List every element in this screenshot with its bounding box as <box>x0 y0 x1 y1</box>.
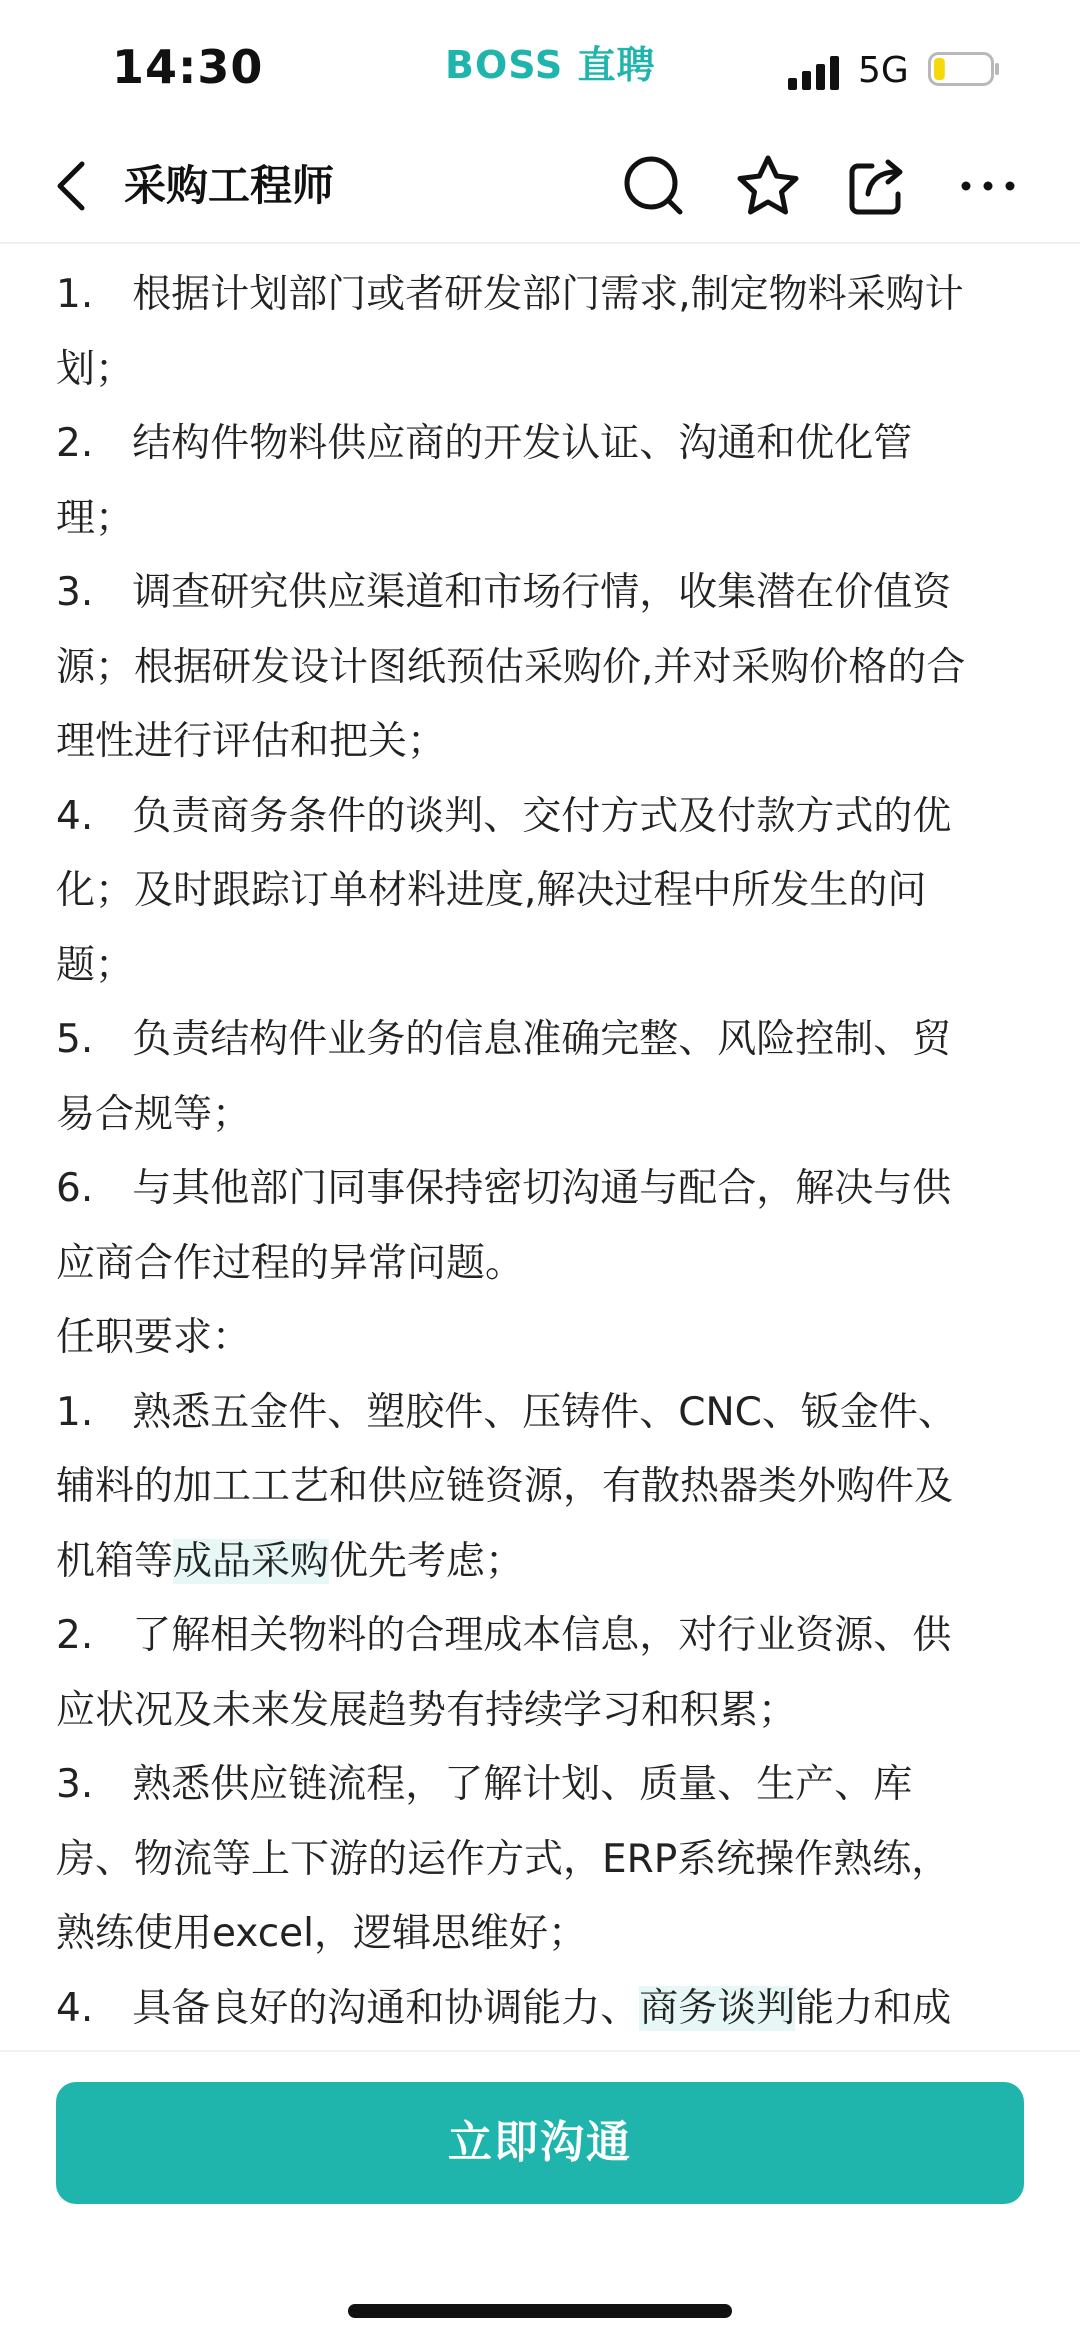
description-text: 易合规等； <box>56 1091 252 1137</box>
share-icon[interactable] <box>842 150 914 222</box>
status-time: 14:30 <box>112 40 264 94</box>
description-text: 应商合作过程的异常问题。 <box>56 1240 525 1286</box>
description-line <box>56 1003 1024 1078</box>
description-text: 题； <box>56 942 135 988</box>
description-text: 优先考虑； <box>329 1538 525 1584</box>
description-text: 1. 熟悉五金件、塑胶件、压铸件、CNC、钣金件、 <box>56 1389 957 1435</box>
description-text: 划； <box>56 346 135 392</box>
keyword-highlight: 成品采购 <box>173 1538 330 1584</box>
description-text: 能力和成 <box>795 1985 952 2031</box>
keyword-highlight: 商务谈判 <box>639 1985 796 2031</box>
description-text: 理； <box>56 495 135 541</box>
search-icon[interactable] <box>618 150 690 222</box>
job-description <box>56 258 1024 2048</box>
description-line <box>56 1972 1024 2047</box>
description-text: 化；及时跟踪订单材料进度,解决过程中所发生的问 <box>56 868 927 913</box>
description-text: 3. 调查研究供应渠道和市场行情，收集潜在价值资 <box>56 570 952 615</box>
description-line <box>56 1152 1024 1227</box>
description-text: 2. 了解相关物料的合理成本信息，对行业资源、供 <box>56 1613 952 1658</box>
description-text: 3. 熟悉供应链流程，了解计划、质量、生产、库 <box>56 1762 913 1807</box>
description-line <box>56 1078 1024 1153</box>
description-line <box>56 854 1024 929</box>
more-icon[interactable] <box>952 150 1024 222</box>
description-text: 房、物流等上下游的运作方式，ERP系统操作熟练， <box>56 1836 951 1882</box>
status-bar <box>0 0 1080 130</box>
description-text: 5. 负责结构件业务的信息准确完整、风险控制、贸 <box>56 1017 952 1062</box>
description-text: 源；根据研发设计图纸预估采购价,并对采购价格的合 <box>56 644 966 690</box>
battery-icon <box>928 52 1000 86</box>
description-line <box>56 1450 1024 1525</box>
network-type: 5G <box>858 50 909 91</box>
description-line <box>56 1674 1024 1749</box>
description-line <box>56 333 1024 408</box>
description-line <box>56 407 1024 482</box>
description-line <box>56 631 1024 706</box>
description-line <box>56 1823 1024 1898</box>
description-text: 辅料的加工工艺和供应链资源，有散热器类外购件及 <box>56 1464 954 1509</box>
page-title: 采购工程师 <box>124 161 335 210</box>
description-text: 任职要求： <box>56 1315 252 1360</box>
description-text: 6. 与其他部门同事保持密切沟通与配合，解决与供 <box>56 1166 952 1211</box>
bottom-bar <box>0 2050 1080 2339</box>
description-text: 4. 负责商务条件的谈判、交付方式及付款方式的优 <box>56 793 952 839</box>
description-line <box>56 1376 1024 1451</box>
description-line <box>56 1897 1024 1972</box>
description-text: 理性进行评估和把关； <box>56 719 447 764</box>
back-icon[interactable] <box>48 154 96 218</box>
description-line <box>56 1748 1024 1823</box>
description-line <box>56 1599 1024 1674</box>
star-icon[interactable] <box>732 150 804 222</box>
description-text: 4. 具备良好的沟通和协调能力、 <box>56 1985 640 2031</box>
description-line <box>56 482 1024 557</box>
description-line <box>56 929 1024 1004</box>
description-line <box>56 1301 1024 1376</box>
signal-icon <box>788 56 842 90</box>
description-text: 熟练使用excel，逻辑思维好； <box>56 1911 587 1956</box>
description-line <box>56 1525 1024 1600</box>
description-line <box>56 780 1024 855</box>
description-line <box>56 556 1024 631</box>
description-line <box>56 258 1024 333</box>
nav-bar <box>0 130 1080 244</box>
description-text: 应状况及未来发展趋势有持续学习和积累； <box>56 1687 798 1733</box>
chat-now-button[interactable]: 立即沟通 <box>56 2082 1024 2204</box>
description-line <box>56 705 1024 780</box>
description-text: 1. 根据计划部门或者研发部门需求,制定物料采购计 <box>56 272 964 317</box>
home-indicator[interactable] <box>348 2304 732 2318</box>
brand-logo: BOSS 直聘 <box>445 43 656 87</box>
description-line <box>56 1227 1024 1302</box>
description-text: 机箱等 <box>56 1538 174 1584</box>
description-text: 2. 结构件物料供应商的开发认证、沟通和优化管 <box>56 421 913 466</box>
